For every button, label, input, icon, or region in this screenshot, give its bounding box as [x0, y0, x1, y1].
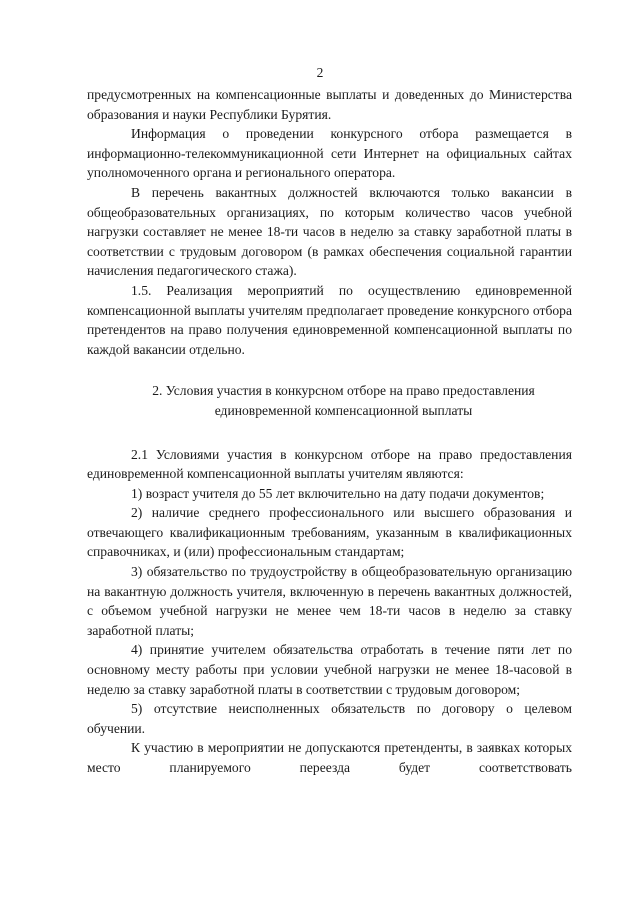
condition-item-5: 5) отсутствие неисполненных обязательств по договору о целевом обучении. [87, 701, 572, 736]
paragraph-continuation: предусмотренных на компенсационные выплаты и доведенных до Министерства образования и науки Республики Бурятия. [87, 87, 572, 122]
condition-item-2: 2) наличие среднего профессионального или высшего образования и отвечающего квалификационным требованиям, указанным в квалификационных справочниках, и (или) профессиональным стандартам; [87, 505, 572, 560]
condition-item-3: 3) обязательство по трудоустройству в общеобразовательную организацию на вакантную должность учителя, включенную в перечень вакантных должностей, с объемом учебной нагрузки не менее чем 18-ти часов в неделю за ставку заработной платы; [87, 564, 572, 638]
condition-item-1: 1) возраст учителя до 55 лет включительно на дату подачи документов; [131, 485, 545, 501]
paragraph-1-5: 1.5. Реализация мероприятий по осуществлению единовременной компенсационной выплаты учителям предполагает проведение конкурсного отбора претендентов на право получения единовременной компенсационной выплаты по каждой вакансии отдельно. [87, 282, 572, 357]
section-heading-line1: 2. Условия участия в конкурсном отборе на право предоставления [152, 383, 535, 399]
paragraph-vacancy-list: В перечень вакантных должностей включаются только вакансии в общеобразовательных организациях, по которым количество часов учебной нагрузки составляет не менее 18-ти часов в неделю за ставку заработной платы в соответствии с трудовым договором (в рамках обеспечения социальной гарантии начисления педагогического стажа). [87, 184, 572, 279]
paragraph-information: Информация о проведении конкурсного отбора размещается в информационно-телекоммуникационной сети Интернет на официальных сайтах уполномоченного органа и регионального оператора. [87, 126, 572, 181]
section-heading [87, 381, 572, 420]
section-heading-line2: единовременной компенсационной выплаты [214, 402, 473, 418]
page-number: 2 [316, 65, 324, 80]
document-body [87, 85, 572, 778]
paragraph-exclusion: К участию в мероприятии не допускаются претенденты, в заявках которых место планируемого переезда будет соответствовать [87, 740, 572, 775]
paragraph-2-1: 2.1 Условиями участия в конкурсном отборе на право предоставления единовременной компенсационной выплаты учителям являются: [87, 446, 572, 482]
condition-item-4: 4) принятие учителем обязательства отработать в течение пяти лет по основному месту работы при условии учебной нагрузки не менее 18-часовой в неделю за ставку заработной платы в соответствии с трудовым договором; [87, 642, 572, 697]
